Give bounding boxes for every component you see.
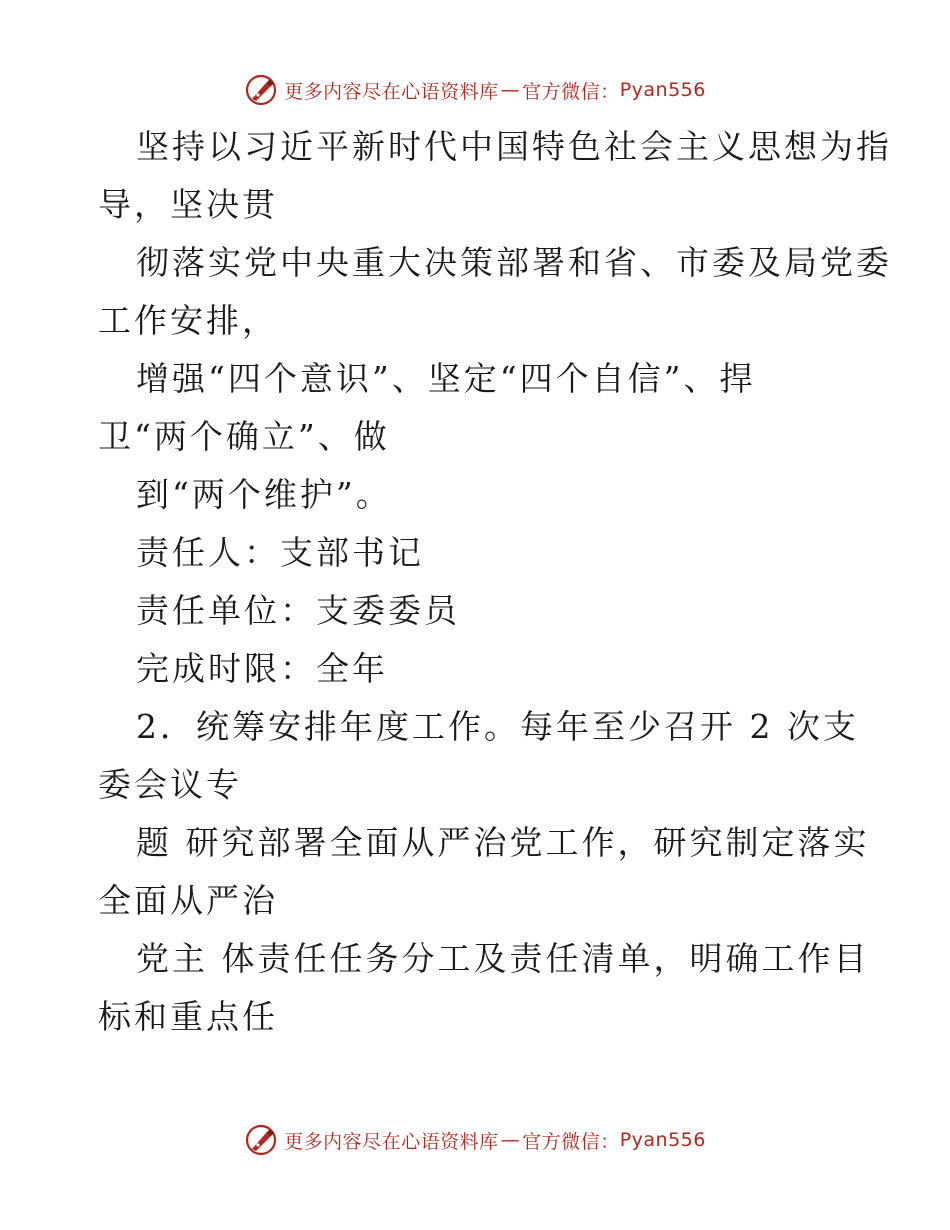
pen-nib-logo-icon	[244, 1123, 278, 1157]
text-line: 党主 体责任任务分工及责任清单，明确工作目	[136, 939, 870, 978]
watermark-dash: —	[500, 1129, 521, 1151]
watermark-text: 更多内容尽在心语资料库	[284, 80, 499, 103]
text-line: 2．统筹安排年度工作。每年至少召开 2 次支	[136, 707, 859, 746]
watermark-wechat-label: 官方微信：	[522, 80, 620, 103]
text-line: 标和重点任	[98, 997, 278, 1036]
text-line: 责任单位：支委委员	[136, 591, 460, 630]
text-line: 全面从严治	[98, 881, 278, 920]
text-line: 导，坚决贯	[98, 185, 278, 224]
pen-nib-logo-icon	[244, 73, 278, 107]
text-line: 题 研究部署全面从严治党工作，研究制定落实	[136, 823, 870, 862]
watermark-wechat-id: Pyan556	[619, 79, 706, 101]
watermark-wechat-label: 官方微信：	[522, 1130, 620, 1153]
watermark-text: 更多内容尽在心语资料库	[284, 1130, 499, 1153]
text-line: 工作安排，	[98, 301, 278, 340]
watermark-dash: —	[500, 79, 521, 101]
watermark-header	[0, 70, 950, 110]
watermark-footer	[0, 1120, 950, 1160]
text-line: 增强“四个意识”、坚定“四个自信”、捍	[136, 359, 756, 398]
text-line: 卫“两个确立”、做	[98, 417, 390, 456]
text-line: 责任人：支部书记	[136, 533, 424, 572]
text-line: 完成时限：全年	[136, 649, 388, 688]
watermark-wechat-id: Pyan556	[619, 1129, 706, 1151]
text-line: 到“两个维护”。	[136, 475, 392, 514]
text-line: 坚持以习近平新时代中国特色社会主义思想为指	[136, 127, 892, 166]
text-line: 委会议专	[98, 765, 242, 804]
text-line: 彻落实党中央重大决策部署和省、市委及局党委	[136, 243, 892, 282]
